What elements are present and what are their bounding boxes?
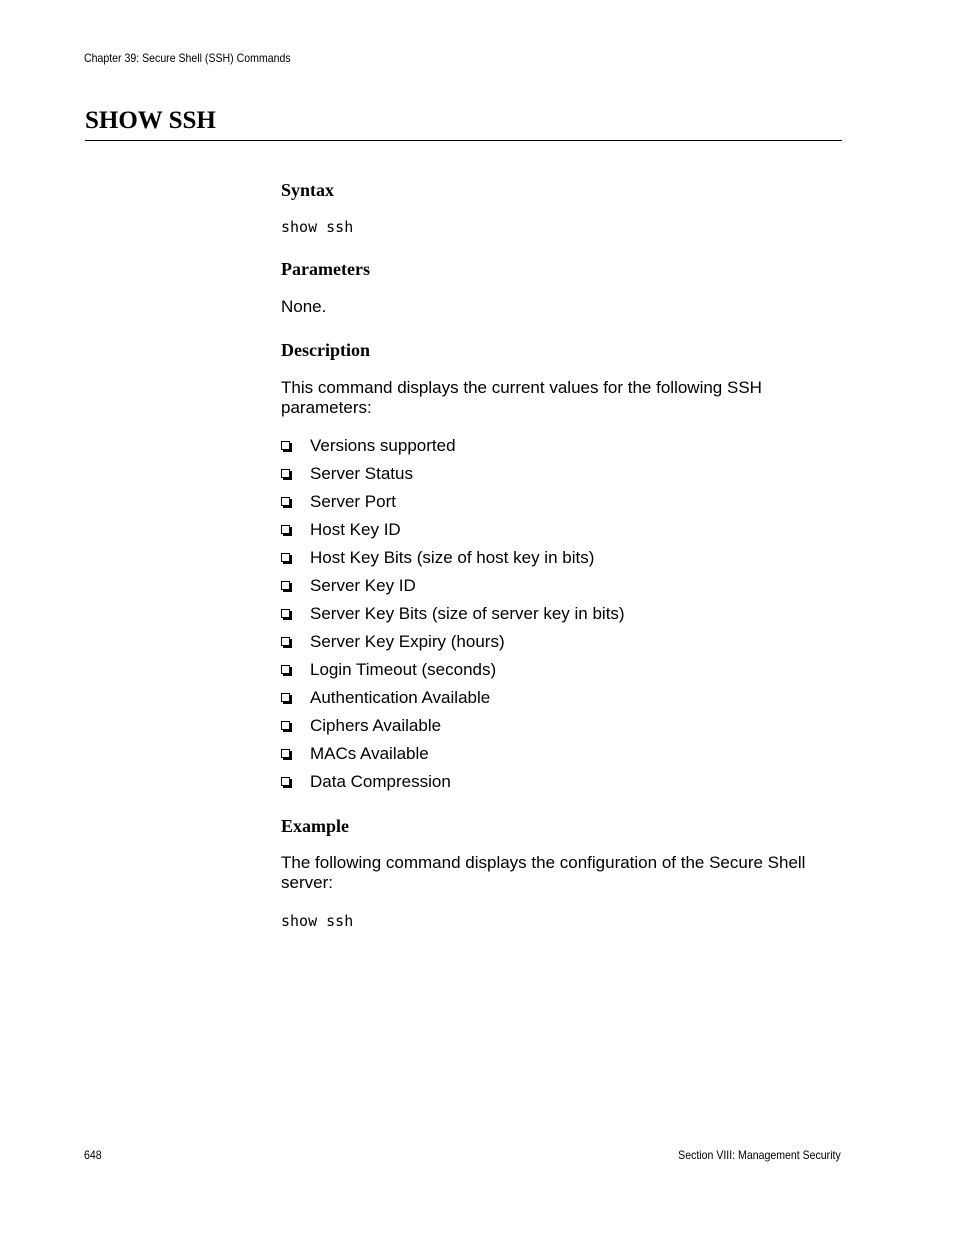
list-item-text: Data Compression	[310, 772, 451, 791]
list-item-text: Server Port	[310, 492, 396, 511]
list-item-text: Server Status	[310, 464, 413, 483]
checkbox-bullet-icon	[281, 609, 290, 618]
checkbox-bullet-icon	[281, 553, 290, 562]
list-item-text: Host Key Bits (size of host key in bits)	[310, 548, 595, 567]
example-heading: Example	[281, 816, 350, 836]
checkbox-bullet-icon	[281, 749, 290, 758]
running-header: Chapter 39: Secure Shell (SSH) Commands	[84, 51, 291, 65]
title-rule	[85, 140, 842, 141]
list-item-text: MACs Available	[310, 744, 429, 763]
list-item-text: Server Key Bits (size of server key in bits)	[310, 604, 625, 623]
page-title: SHOW SSH	[85, 107, 216, 134]
example-command: show ssh	[281, 912, 354, 930]
description-text: This command displays the current values for the following SSH parameters:	[281, 378, 762, 417]
list-item-text: Server Key Expiry (hours)	[310, 632, 505, 651]
checkbox-bullet-icon	[281, 777, 290, 786]
parameters-heading: Parameters	[281, 259, 370, 279]
syntax-heading: Syntax	[281, 180, 335, 200]
checkbox-bullet-icon	[281, 469, 290, 478]
checkbox-bullet-icon	[281, 525, 290, 534]
list-item-text: Ciphers Available	[310, 716, 442, 735]
page-number: 648	[84, 1148, 102, 1162]
list-item-text: Login Timeout (seconds)	[310, 660, 497, 679]
checkbox-bullet-icon	[281, 721, 290, 730]
description-heading: Description	[281, 340, 370, 360]
syntax-command: show ssh	[281, 218, 354, 236]
footer-section: Section VIII: Management Security	[678, 1148, 841, 1162]
checkbox-bullet-icon	[281, 497, 290, 506]
checkbox-bullet-icon	[281, 637, 290, 646]
example-text: The following command displays the configuration of the Secure Shell server:	[281, 853, 806, 892]
checkbox-bullet-icon	[281, 581, 290, 590]
checkbox-bullet-icon	[281, 665, 290, 674]
checkbox-bullet-icon	[281, 441, 290, 450]
parameters-text: None.	[281, 297, 327, 316]
checkbox-bullet-icon	[281, 693, 290, 702]
list-item-text: Authentication Available	[310, 688, 491, 707]
list-item-text: Versions supported	[310, 436, 456, 455]
list-item-text: Server Key ID	[310, 576, 416, 595]
list-item-text: Host Key ID	[310, 520, 401, 539]
